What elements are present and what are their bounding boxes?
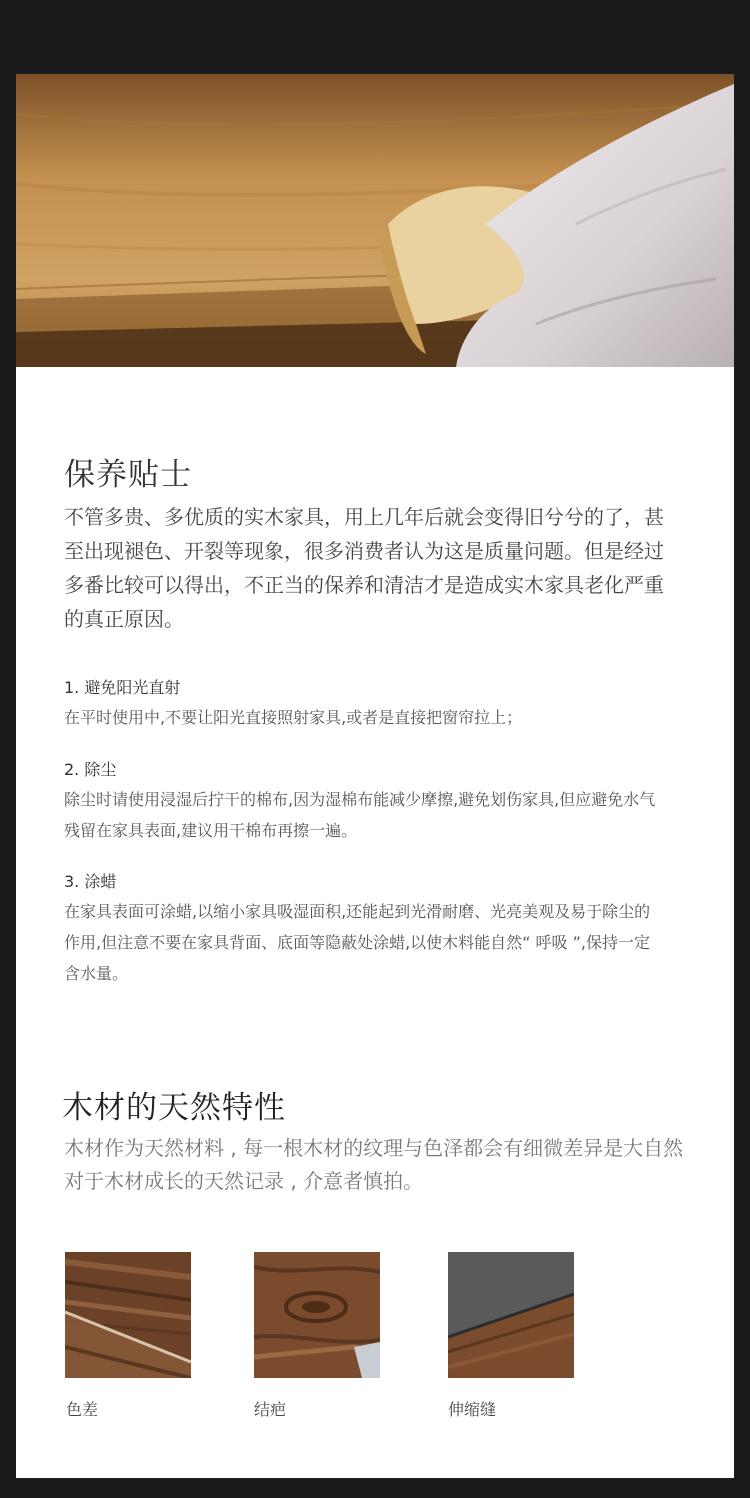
tip-1-title: 1. 避免阳光直射 (64, 678, 181, 697)
care-title: 保养贴士 (64, 457, 192, 493)
sample-knot-image (254, 1252, 380, 1378)
tip-3-title: 3. 涂蜡 (64, 872, 117, 891)
hero-image (16, 74, 734, 367)
wood-title: 木材的天然特性 (62, 1090, 286, 1126)
tip-1-text: 在平时使用中,不要让阳光直接照射家具,或者是直接把窗帘拉上； (64, 708, 523, 727)
sample-expansion-joint-label: 伸缩缝 (448, 1400, 497, 1419)
content-panel (16, 74, 734, 1478)
tip-3-text: 在家具表面可涂蜡,以缩小家具吸湿面积,还能起到光滑耐磨、光亮美观及易于除尘的作用,但注意不要在家具背面、底面等隐蔽处涂蜡,以使木料能自然“ 呼吸 ”,保持一定含水量。 (64, 902, 651, 983)
tip-2-title: 2. 除尘 (64, 760, 117, 779)
sample-knot-label: 结疤 (254, 1400, 287, 1419)
wood-description: 木材作为天然材料 , 每一根木材的纹理与色泽都会有细微差异是大自然对于木材成长的天然记录 , 介意者慎拍。 (64, 1136, 684, 1193)
tip-2-text: 除尘时请使用浸湿后拧干的棉布,因为湿棉布能减少摩擦,避免划伤家具,但应避免水气残留在家具表面,建议用干棉布再擦一遍。 (64, 790, 656, 840)
sample-color-difference-label: 色差 (66, 1400, 99, 1419)
care-intro: 不管多贵、多优质的实木家具，用上几年后就会变得旧兮兮的了，甚至出现褪色、开裂等现象，很多消费者认为这是质量问题。但是经过多番比较可以得出，不正当的保养和清洁才是造成实木家具老化严重的真正原因。 (64, 505, 664, 631)
sample-expansion-joint-image (448, 1252, 574, 1378)
sample-color-difference-image (65, 1252, 191, 1378)
